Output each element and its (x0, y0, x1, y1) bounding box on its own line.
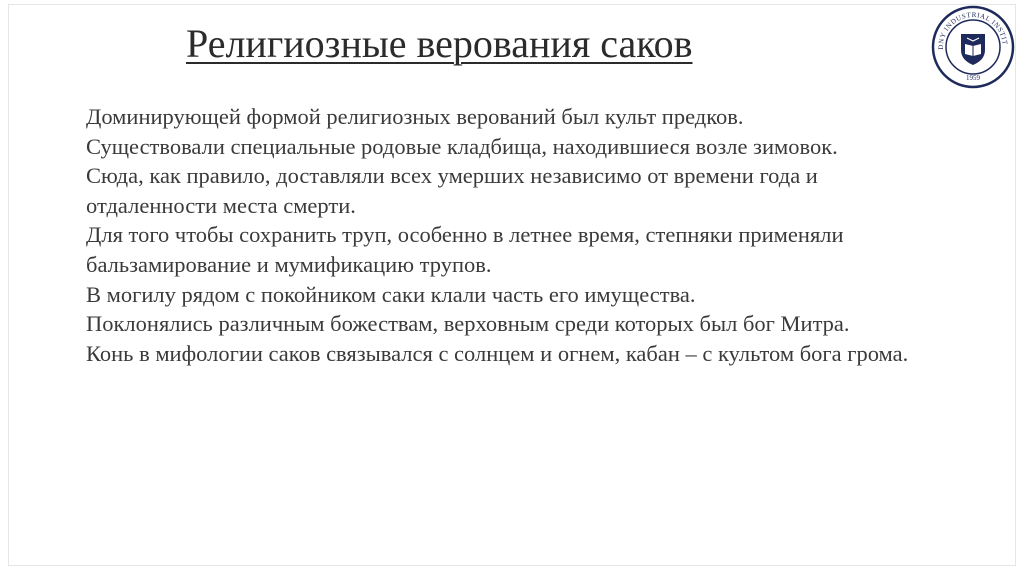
body-paragraph: Поклонялись различным божествам, верховным среди которых был бог Митра. (86, 311, 850, 337)
body-paragraph: Сюда, как правило, доставляли всех умерших независимо от времени года и отдаленности места смерти. (86, 163, 818, 218)
body-paragraph: В могилу рядом с покойником саки клали часть его имущества. (86, 281, 696, 307)
slide-body (86, 102, 936, 368)
body-paragraph: Для того чтобы сохранить труп, особенно в летнее время, степняки применяли бальзамирование и мумификацию трупов. (86, 222, 844, 277)
body-paragraph: Существовали специальные родовые кладбища, находившиеся возле зимовок. (86, 133, 838, 159)
slide-title: Религиозные верования саков (186, 21, 693, 66)
university-seal-icon (930, 4, 1016, 90)
body-paragraph: Доминирующей формой религиозных верований был культ предков. (86, 104, 744, 129)
seal-year: 1959 (966, 74, 980, 82)
svg-text:RUDNY INDUSTRIAL INSTITUTE: DNY INDUSTRIAL INSTIT (936, 10, 1009, 50)
body-paragraph: Конь в мифологии саков связывался с солнцем и огнем, кабан – с культом бога грома. (86, 340, 909, 366)
